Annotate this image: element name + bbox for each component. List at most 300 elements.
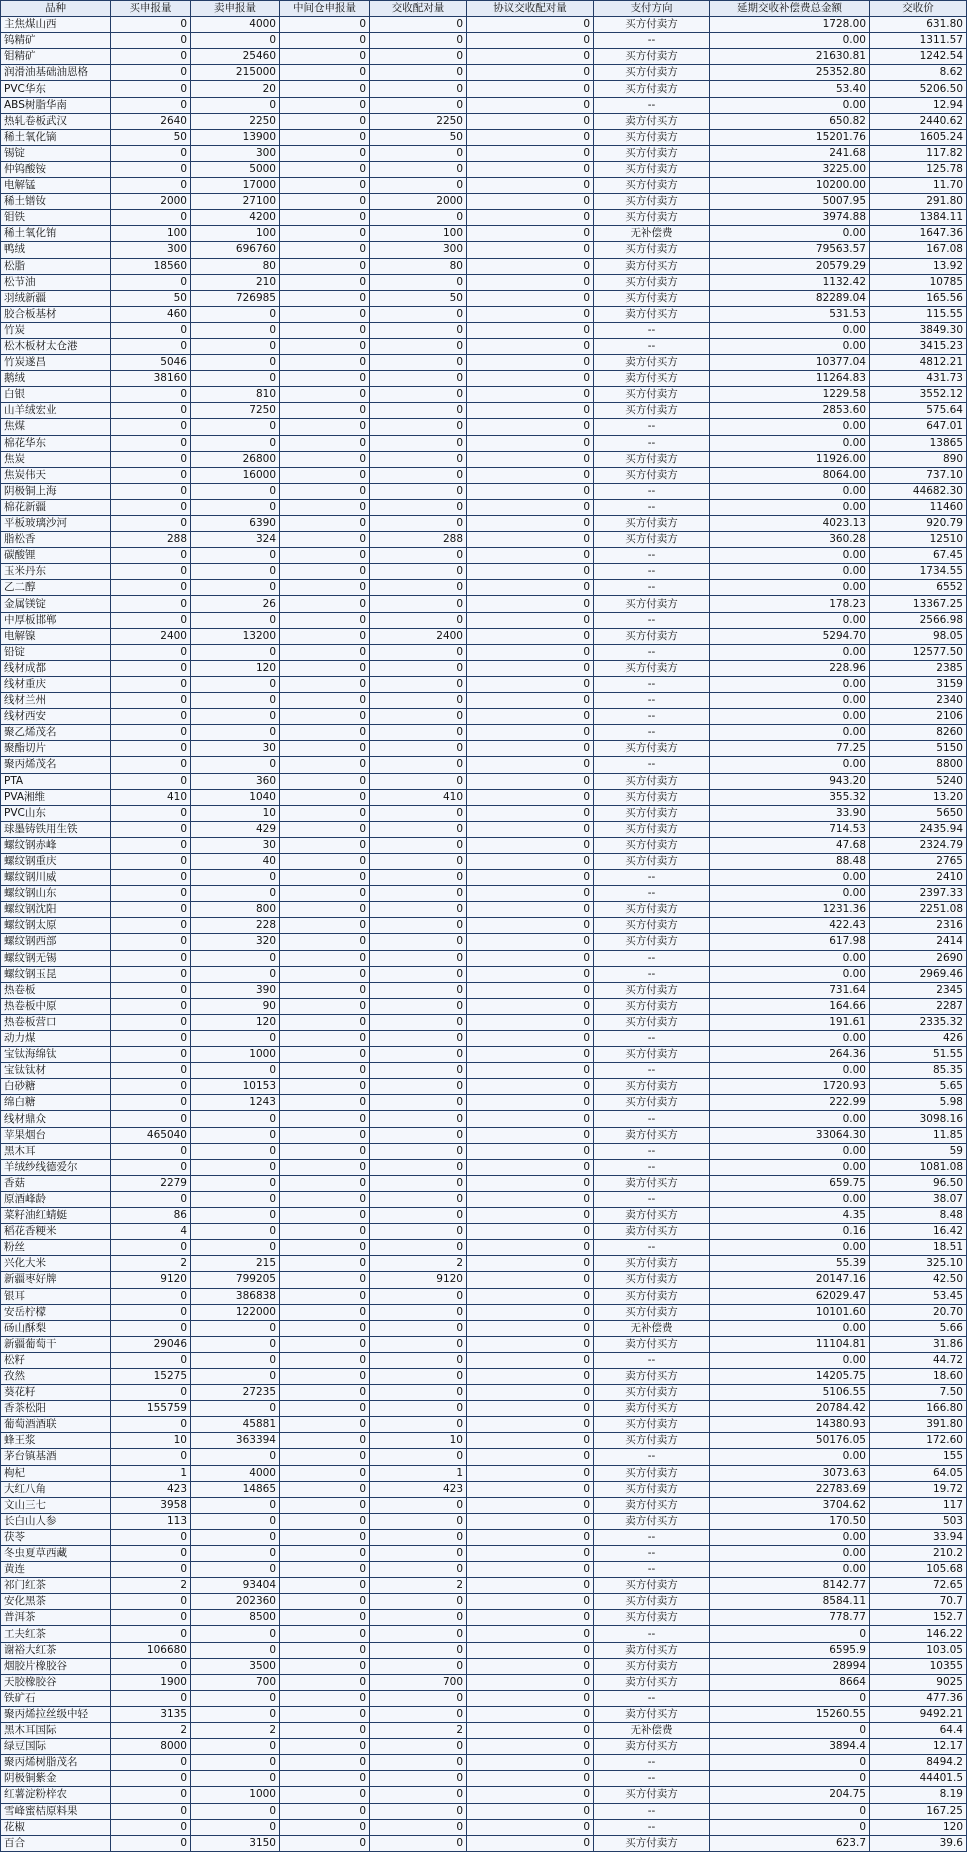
cell-variety: 谢裕大红茶 [1,1642,111,1658]
cell-compensation-total: 0.00 [710,1320,870,1336]
cell-buy-quantity: 0 [111,998,191,1014]
cell-agreement-matched-quantity: 0 [467,564,594,580]
cell-settlement-price: 2335.32 [870,1014,967,1030]
cell-settlement-price: 96.50 [870,1175,967,1191]
table-row [1,258,967,274]
cell-agreement-matched-quantity: 0 [467,338,594,354]
cell-settlement-price: 5.66 [870,1320,967,1336]
cell-payment-direction: -- [594,1529,710,1545]
cell-matched-quantity: 2 [370,1256,467,1272]
cell-compensation-total: 14205.75 [710,1368,870,1384]
cell-buy-quantity: 0 [111,1191,191,1207]
cell-agreement-matched-quantity: 0 [467,886,594,902]
cell-agreement-matched-quantity: 0 [467,1771,594,1787]
cell-intermediate-quantity: 0 [280,998,370,1014]
cell-buy-quantity: 0 [111,274,191,290]
cell-matched-quantity: 0 [370,548,467,564]
cell-sell-quantity: 0 [191,693,280,709]
cell-intermediate-quantity: 0 [280,741,370,757]
cell-agreement-matched-quantity: 0 [467,290,594,306]
cell-settlement-price: 44.72 [870,1352,967,1368]
cell-matched-quantity: 0 [370,178,467,194]
header-agreement-matched-quantity: 协议交收配对量 [467,1,594,17]
cell-buy-quantity: 0 [111,403,191,419]
cell-intermediate-quantity: 0 [280,1143,370,1159]
cell-matched-quantity: 0 [370,660,467,676]
cell-variety: 鸭绒 [1,242,111,258]
cell-variety: 蜂王浆 [1,1433,111,1449]
cell-matched-quantity: 50 [370,129,467,145]
cell-matched-quantity: 0 [370,1819,467,1835]
cell-matched-quantity: 0 [370,1014,467,1030]
cell-agreement-matched-quantity: 0 [467,1690,594,1706]
cell-settlement-price: 9492.21 [870,1706,967,1722]
table-row [1,1063,967,1079]
table-row [1,1401,967,1417]
cell-variety: 胶合板基材 [1,306,111,322]
cell-variety: 阴极铜上海 [1,483,111,499]
cell-agreement-matched-quantity: 0 [467,1803,594,1819]
cell-agreement-matched-quantity: 0 [467,1063,594,1079]
cell-settlement-price: 11.85 [870,1127,967,1143]
cell-buy-quantity: 155759 [111,1401,191,1417]
cell-compensation-total: 22783.69 [710,1481,870,1497]
cell-sell-quantity: 16000 [191,467,280,483]
cell-variety: 钼精矿 [1,49,111,65]
cell-payment-direction: 买方付卖方 [594,1481,710,1497]
cell-compensation-total: 15201.76 [710,129,870,145]
cell-sell-quantity: 0 [191,33,280,49]
cell-payment-direction: 卖方付买方 [594,355,710,371]
cell-intermediate-quantity: 0 [280,709,370,725]
cell-payment-direction: 卖方付买方 [594,1175,710,1191]
table-row [1,1143,967,1159]
cell-intermediate-quantity: 0 [280,1063,370,1079]
cell-buy-quantity: 0 [111,49,191,65]
cell-settlement-price: 42.50 [870,1272,967,1288]
cell-variety: 竹炭遂昌 [1,355,111,371]
table-row [1,145,967,161]
cell-compensation-total: 0 [710,1690,870,1706]
table-row [1,1159,967,1175]
cell-settlement-price: 1647.36 [870,226,967,242]
cell-variety: 钨精矿 [1,33,111,49]
cell-matched-quantity: 0 [370,1449,467,1465]
cell-compensation-total: 0.00 [710,1546,870,1562]
cell-agreement-matched-quantity: 0 [467,1208,594,1224]
table-row [1,161,967,177]
cell-intermediate-quantity: 0 [280,194,370,210]
cell-agreement-matched-quantity: 0 [467,371,594,387]
cell-payment-direction: -- [594,580,710,596]
cell-sell-quantity: 0 [191,419,280,435]
table-header-row [1,1,967,17]
cell-matched-quantity: 0 [370,210,467,226]
cell-intermediate-quantity: 0 [280,97,370,113]
cell-matched-quantity: 2250 [370,113,467,129]
cell-variety: 电解镍 [1,628,111,644]
cell-payment-direction: 买方付卖方 [594,1047,710,1063]
table-row [1,773,967,789]
cell-matched-quantity: 0 [370,1175,467,1191]
cell-matched-quantity: 0 [370,81,467,97]
cell-settlement-price: 11460 [870,499,967,515]
cell-payment-direction: 买方付卖方 [594,1288,710,1304]
cell-buy-quantity: 2 [111,1578,191,1594]
cell-matched-quantity: 0 [370,837,467,853]
cell-sell-quantity: 0 [191,355,280,371]
cell-compensation-total: 170.50 [710,1513,870,1529]
cell-buy-quantity: 0 [111,1658,191,1674]
cell-intermediate-quantity: 0 [280,1803,370,1819]
cell-variety: 香菇 [1,1175,111,1191]
cell-matched-quantity: 0 [370,757,467,773]
cell-compensation-total: 360.28 [710,532,870,548]
cell-settlement-price: 16.42 [870,1224,967,1240]
cell-intermediate-quantity: 0 [280,1031,370,1047]
cell-intermediate-quantity: 0 [280,226,370,242]
cell-intermediate-quantity: 0 [280,1417,370,1433]
cell-intermediate-quantity: 0 [280,950,370,966]
cell-buy-quantity: 0 [111,419,191,435]
table-row [1,1513,967,1529]
cell-buy-quantity: 0 [111,1240,191,1256]
cell-variety: 宝钛海绵钛 [1,1047,111,1063]
cell-sell-quantity: 0 [191,564,280,580]
cell-buy-quantity: 0 [111,1755,191,1771]
cell-compensation-total: 0 [710,1626,870,1642]
cell-payment-direction: 买方付卖方 [594,1256,710,1272]
cell-variety: 稻花香粳米 [1,1224,111,1240]
cell-matched-quantity: 9120 [370,1272,467,1288]
cell-compensation-total: 14380.93 [710,1417,870,1433]
cell-agreement-matched-quantity: 0 [467,676,594,692]
cell-agreement-matched-quantity: 0 [467,435,594,451]
cell-matched-quantity: 0 [370,338,467,354]
cell-settlement-price: 98.05 [870,628,967,644]
cell-settlement-price: 67.45 [870,548,967,564]
cell-buy-quantity: 5046 [111,355,191,371]
cell-buy-quantity: 0 [111,145,191,161]
cell-intermediate-quantity: 0 [280,1336,370,1352]
cell-variety: 聚丙烯茂名 [1,757,111,773]
cell-payment-direction: 买方付卖方 [594,1385,710,1401]
cell-buy-quantity: 0 [111,693,191,709]
cell-compensation-total: 77.25 [710,741,870,757]
cell-payment-direction: 买方付卖方 [594,65,710,81]
cell-sell-quantity: 0 [191,1159,280,1175]
cell-settlement-price: 105.68 [870,1562,967,1578]
cell-settlement-price: 210.2 [870,1546,967,1562]
cell-agreement-matched-quantity: 0 [467,516,594,532]
cell-buy-quantity: 423 [111,1481,191,1497]
table-row [1,757,967,773]
cell-payment-direction: -- [594,1159,710,1175]
cell-buy-quantity: 288 [111,532,191,548]
cell-intermediate-quantity: 0 [280,419,370,435]
cell-intermediate-quantity: 0 [280,516,370,532]
cell-variety: 鹅绒 [1,371,111,387]
table-row [1,821,967,837]
cell-settlement-price: 2414 [870,934,967,950]
cell-sell-quantity: 215 [191,1256,280,1272]
cell-sell-quantity: 13900 [191,129,280,145]
cell-intermediate-quantity: 0 [280,596,370,612]
cell-compensation-total: 0.00 [710,435,870,451]
cell-variety: 香茶松阳 [1,1401,111,1417]
cell-buy-quantity: 0 [111,435,191,451]
cell-compensation-total: 0.00 [710,338,870,354]
cell-payment-direction: 卖方付买方 [594,1642,710,1658]
cell-sell-quantity: 0 [191,1240,280,1256]
cell-sell-quantity: 300 [191,145,280,161]
cell-buy-quantity: 9120 [111,1272,191,1288]
cell-sell-quantity: 80 [191,258,280,274]
cell-settlement-price: 3098.16 [870,1111,967,1127]
cell-settlement-price: 2410 [870,870,967,886]
cell-intermediate-quantity: 0 [280,290,370,306]
cell-agreement-matched-quantity: 0 [467,355,594,371]
cell-variety: 线材西安 [1,709,111,725]
cell-payment-direction: -- [594,966,710,982]
cell-compensation-total: 4023.13 [710,516,870,532]
cell-buy-quantity: 0 [111,709,191,725]
cell-sell-quantity: 700 [191,1674,280,1690]
cell-payment-direction: 无补偿费 [594,226,710,242]
cell-sell-quantity: 0 [191,1562,280,1578]
cell-payment-direction: -- [594,1562,710,1578]
cell-payment-direction: 卖方付买方 [594,1401,710,1417]
cell-compensation-total: 0.16 [710,1224,870,1240]
cell-payment-direction: 买方付卖方 [594,194,710,210]
cell-sell-quantity: 386838 [191,1288,280,1304]
cell-intermediate-quantity: 0 [280,1594,370,1610]
cell-agreement-matched-quantity: 0 [467,1031,594,1047]
cell-intermediate-quantity: 0 [280,274,370,290]
cell-agreement-matched-quantity: 0 [467,773,594,789]
cell-sell-quantity: 5000 [191,161,280,177]
cell-payment-direction: 买方付卖方 [594,403,710,419]
cell-intermediate-quantity: 0 [280,65,370,81]
table-row [1,1481,967,1497]
cell-compensation-total: 3704.62 [710,1497,870,1513]
cell-compensation-total: 222.99 [710,1095,870,1111]
cell-intermediate-quantity: 0 [280,1755,370,1771]
cell-variety: 祁门红茶 [1,1578,111,1594]
cell-buy-quantity: 0 [111,499,191,515]
cell-intermediate-quantity: 0 [280,805,370,821]
cell-agreement-matched-quantity: 0 [467,532,594,548]
header-compensation-total: 延期交收补偿费总金额 [710,1,870,17]
cell-agreement-matched-quantity: 0 [467,1497,594,1513]
cell-intermediate-quantity: 0 [280,129,370,145]
cell-buy-quantity: 0 [111,387,191,403]
cell-agreement-matched-quantity: 0 [467,548,594,564]
table-row [1,274,967,290]
table-row [1,1256,967,1272]
cell-agreement-matched-quantity: 0 [467,1401,594,1417]
cell-buy-quantity: 0 [111,467,191,483]
table-row [1,49,967,65]
cell-intermediate-quantity: 0 [280,1288,370,1304]
cell-compensation-total: 0 [710,1803,870,1819]
cell-compensation-total: 21630.81 [710,49,870,65]
cell-matched-quantity: 0 [370,1626,467,1642]
cell-compensation-total: 0 [710,1771,870,1787]
table-row [1,1047,967,1063]
cell-buy-quantity: 460 [111,306,191,322]
cell-variety: 松脂 [1,258,111,274]
cell-matched-quantity: 0 [370,467,467,483]
cell-sell-quantity: 2250 [191,113,280,129]
table-row [1,982,967,998]
cell-intermediate-quantity: 0 [280,1513,370,1529]
cell-buy-quantity: 0 [111,1079,191,1095]
cell-settlement-price: 38.07 [870,1191,967,1207]
header-settlement-price: 交收价 [870,1,967,17]
cell-intermediate-quantity: 0 [280,1626,370,1642]
cell-compensation-total: 47.68 [710,837,870,853]
cell-intermediate-quantity: 0 [280,17,370,33]
cell-buy-quantity: 0 [111,81,191,97]
cell-settlement-price: 44682.30 [870,483,967,499]
cell-settlement-price: 2385 [870,660,967,676]
cell-buy-quantity: 10 [111,1433,191,1449]
cell-sell-quantity: 10 [191,805,280,821]
cell-matched-quantity: 100 [370,226,467,242]
cell-compensation-total: 0.00 [710,886,870,902]
cell-compensation-total: 0.00 [710,950,870,966]
cell-agreement-matched-quantity: 0 [467,49,594,65]
cell-intermediate-quantity: 0 [280,1642,370,1658]
cell-matched-quantity: 0 [370,870,467,886]
cell-sell-quantity: 0 [191,499,280,515]
cell-settlement-price: 59 [870,1143,967,1159]
cell-payment-direction: 买方付卖方 [594,596,710,612]
cell-matched-quantity: 0 [370,1095,467,1111]
cell-sell-quantity: 0 [191,1352,280,1368]
cell-compensation-total: 0.00 [710,966,870,982]
cell-sell-quantity: 0 [191,886,280,902]
cell-agreement-matched-quantity: 0 [467,741,594,757]
cell-compensation-total: 0.00 [710,1449,870,1465]
cell-settlement-price: 167.25 [870,1803,967,1819]
cell-intermediate-quantity: 0 [280,1208,370,1224]
cell-agreement-matched-quantity: 0 [467,821,594,837]
table-row [1,1626,967,1642]
cell-buy-quantity: 0 [111,1529,191,1545]
cell-compensation-total: 0.00 [710,1562,870,1578]
table-row [1,966,967,982]
cell-sell-quantity: 4200 [191,210,280,226]
cell-variety: 粉丝 [1,1240,111,1256]
cell-compensation-total: 10377.04 [710,355,870,371]
table-row [1,950,967,966]
cell-agreement-matched-quantity: 0 [467,1224,594,1240]
cell-agreement-matched-quantity: 0 [467,1191,594,1207]
cell-buy-quantity: 0 [111,1095,191,1111]
cell-matched-quantity: 0 [370,97,467,113]
table-row [1,596,967,612]
cell-intermediate-quantity: 0 [280,580,370,596]
cell-intermediate-quantity: 0 [280,306,370,322]
cell-variety: 兴化大米 [1,1256,111,1272]
cell-agreement-matched-quantity: 0 [467,612,594,628]
cell-matched-quantity: 0 [370,966,467,982]
cell-buy-quantity: 0 [111,757,191,773]
cell-payment-direction: 卖方付买方 [594,113,710,129]
header-sell-quantity: 卖申报量 [191,1,280,17]
cell-intermediate-quantity: 0 [280,644,370,660]
cell-sell-quantity: 0 [191,966,280,982]
cell-payment-direction: 卖方付买方 [594,371,710,387]
cell-compensation-total: 50176.05 [710,1433,870,1449]
cell-variety: 松籽 [1,1352,111,1368]
cell-agreement-matched-quantity: 0 [467,1562,594,1578]
cell-agreement-matched-quantity: 0 [467,805,594,821]
cell-matched-quantity: 0 [370,612,467,628]
table-row [1,1835,967,1851]
cell-buy-quantity: 2 [111,1723,191,1739]
table-row [1,1111,967,1127]
cell-buy-quantity: 0 [111,548,191,564]
cell-matched-quantity: 0 [370,403,467,419]
cell-payment-direction: -- [594,870,710,886]
cell-sell-quantity: 0 [191,1739,280,1755]
cell-variety: 仲钨酸铵 [1,161,111,177]
cell-sell-quantity: 0 [191,306,280,322]
cell-settlement-price: 426 [870,1031,967,1047]
cell-variety: 葵花籽 [1,1385,111,1401]
cell-sell-quantity: 0 [191,1127,280,1143]
cell-settlement-price: 51.55 [870,1047,967,1063]
cell-settlement-price: 2340 [870,693,967,709]
cell-compensation-total: 659.75 [710,1175,870,1191]
cell-intermediate-quantity: 0 [280,853,370,869]
cell-matched-quantity: 0 [370,1368,467,1384]
cell-compensation-total: 943.20 [710,773,870,789]
cell-matched-quantity: 0 [370,499,467,515]
cell-intermediate-quantity: 0 [280,966,370,982]
cell-settlement-price: 12577.50 [870,644,967,660]
cell-settlement-price: 890 [870,451,967,467]
cell-agreement-matched-quantity: 0 [467,419,594,435]
cell-matched-quantity: 0 [370,1658,467,1674]
cell-intermediate-quantity: 0 [280,403,370,419]
cell-sell-quantity: 0 [191,1690,280,1706]
cell-compensation-total: 0.00 [710,725,870,741]
table-row [1,1304,967,1320]
cell-sell-quantity: 0 [191,1529,280,1545]
cell-intermediate-quantity: 0 [280,1304,370,1320]
cell-variety: 白砂糖 [1,1079,111,1095]
table-row [1,1320,967,1336]
cell-buy-quantity: 0 [111,1385,191,1401]
cell-variety: 螺纹钢川威 [1,870,111,886]
cell-intermediate-quantity: 0 [280,1095,370,1111]
cell-agreement-matched-quantity: 0 [467,403,594,419]
cell-intermediate-quantity: 0 [280,435,370,451]
cell-matched-quantity: 0 [370,1304,467,1320]
cell-matched-quantity: 0 [370,387,467,403]
cell-settlement-price: 155 [870,1449,967,1465]
cell-variety: 电解锰 [1,178,111,194]
cell-variety: 普洱茶 [1,1610,111,1626]
cell-settlement-price: 2397.33 [870,886,967,902]
cell-intermediate-quantity: 0 [280,773,370,789]
cell-variety: 动力煤 [1,1031,111,1047]
table-row [1,403,967,419]
